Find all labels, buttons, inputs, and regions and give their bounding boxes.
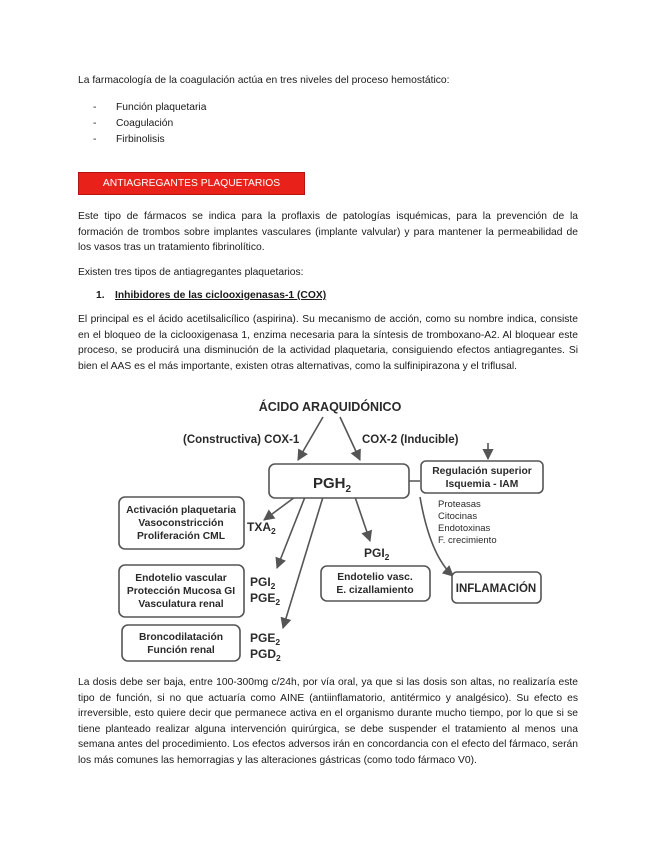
paragraph-aspirin: El principal es el ácido acetilsalicílico (aspirina). Su mecanismo de acción, como su nombre indica, consiste en el bloqueo de la ciclooxigenasa 1, enzima necesaria para la síntesis de tromboxano-A2. Al bloquear este proceso, se producirá una disminución de la actividad plaquetaria, consiguiendo efectos antiagregantes. Si bien el AAS es el más importante, existen otras alternativas, como la sulfinipirazona y el triflusal. [78, 314, 578, 372]
arrow-cox2 [340, 417, 360, 460]
paragraph-indications: Este tipo de fármacos se indica para la proflaxis de patologías isquémicas, para la prevención de la formación de trombos sobre implantes vasculares (implante valvular) y para mantener la permeabilidad de los vasos tras un tratamiento fibrinolítico. [78, 211, 578, 254]
arrow-cox1 [298, 417, 323, 460]
endo-vasc-line-1: Endotelio vasc. [337, 572, 413, 583]
regulation-line-2: Isquemia - IAM [445, 479, 519, 490]
mediator-proteases: Proteasas [438, 499, 481, 510]
mediator-growth-factors: F. crecimiento [438, 535, 497, 546]
list-bullet: - [93, 118, 97, 129]
endothelium-line-2: Protección Mucosa GI [126, 586, 236, 597]
intro-paragraph: La farmacología de la coagulación actúa en tres niveles del proceso hemostático: [78, 75, 450, 86]
endothelium-line-1: Endotelio vascular [135, 573, 227, 584]
arrow-txa2 [264, 497, 295, 520]
node-pgh2-label: $PGH_2$ [313, 475, 352, 495]
node-arachidonic-acid: ÁCIDO ARAQUIDÓNICO [258, 400, 402, 414]
label-txa2: $TXA_2$ [247, 520, 276, 536]
list-bullet: - [93, 102, 97, 113]
platelet-line-1: Activación plaquetaria [126, 505, 236, 516]
inflammation-label: INFLAMACIÓN [455, 583, 537, 595]
list-item-label: Firbinolisis [116, 134, 165, 145]
list-bullet: - [93, 134, 97, 145]
regulation-line-1: Regulación superior [432, 466, 532, 477]
label-cox1: (Constructiva) COX-1 [183, 434, 300, 446]
label-pgi2-low: $PGI_2$ [250, 575, 276, 591]
label-pgd2-bot: $PGD_2$ [250, 647, 281, 663]
subheading-number: 1. [96, 290, 105, 301]
list-item-label: Función plaquetaria [116, 102, 207, 113]
subheading-title: Inhibidores de las ciclooxigenasas-1 (COX) [115, 290, 327, 301]
arrow-pgi2-mid [355, 497, 370, 541]
label-pge2-low: $PGE_2$ [250, 591, 281, 607]
mediator-cytokines: Citocinas [438, 511, 478, 522]
label-cox2: COX-2 (Inducible) [362, 434, 459, 446]
arrow-pge2-pgd2 [283, 497, 323, 628]
list-item-label: Coagulación [116, 118, 174, 129]
paragraph-dosage: La dosis debe ser baja, entre 100-300mg c/24h, por vía oral, ya que si las dosis son altas, no realizaría este tipo de función, si no que actuaría como AINE (antiinflamatorio, antitérmico y analgésico). Su efecto es irreversible, esto quiere decir que permanece activa en el organismo durante mucho tiempo, por lo que si se tiene planteado realizar alguna intervención quirúrgica, se debe suspender el tratamiento al menos una semana antes del procedimiento. Los efectos adversos irán en concordancia con el efecto del fármaco, serán los más comunes las hemorragias y las alteraciones gástricas (como todo fármaco V0). [78, 677, 578, 766]
bronch-line-1: Broncodilatación [138, 632, 224, 643]
platelet-line-3: Proliferación CML [136, 531, 226, 542]
paragraph-types-intro: Existen tres tipos de antiagregantes plaquetarios: [78, 267, 304, 278]
endothelium-line-3: Vasculatura renal [138, 599, 224, 610]
label-pgi2-mid: $PGI_2$ [364, 546, 390, 562]
platelet-line-2: Vasoconstricción [138, 518, 224, 529]
label-pge2-bot: $PGE_2$ [250, 631, 281, 647]
mediator-endotoxins: Endotoxinas [438, 523, 491, 534]
bronch-line-2: Función renal [147, 645, 215, 656]
section-title-banner: ANTIAGREGANTES PLAQUETARIOS [78, 172, 305, 195]
endo-vasc-line-2: E. cizallamiento [336, 585, 414, 596]
